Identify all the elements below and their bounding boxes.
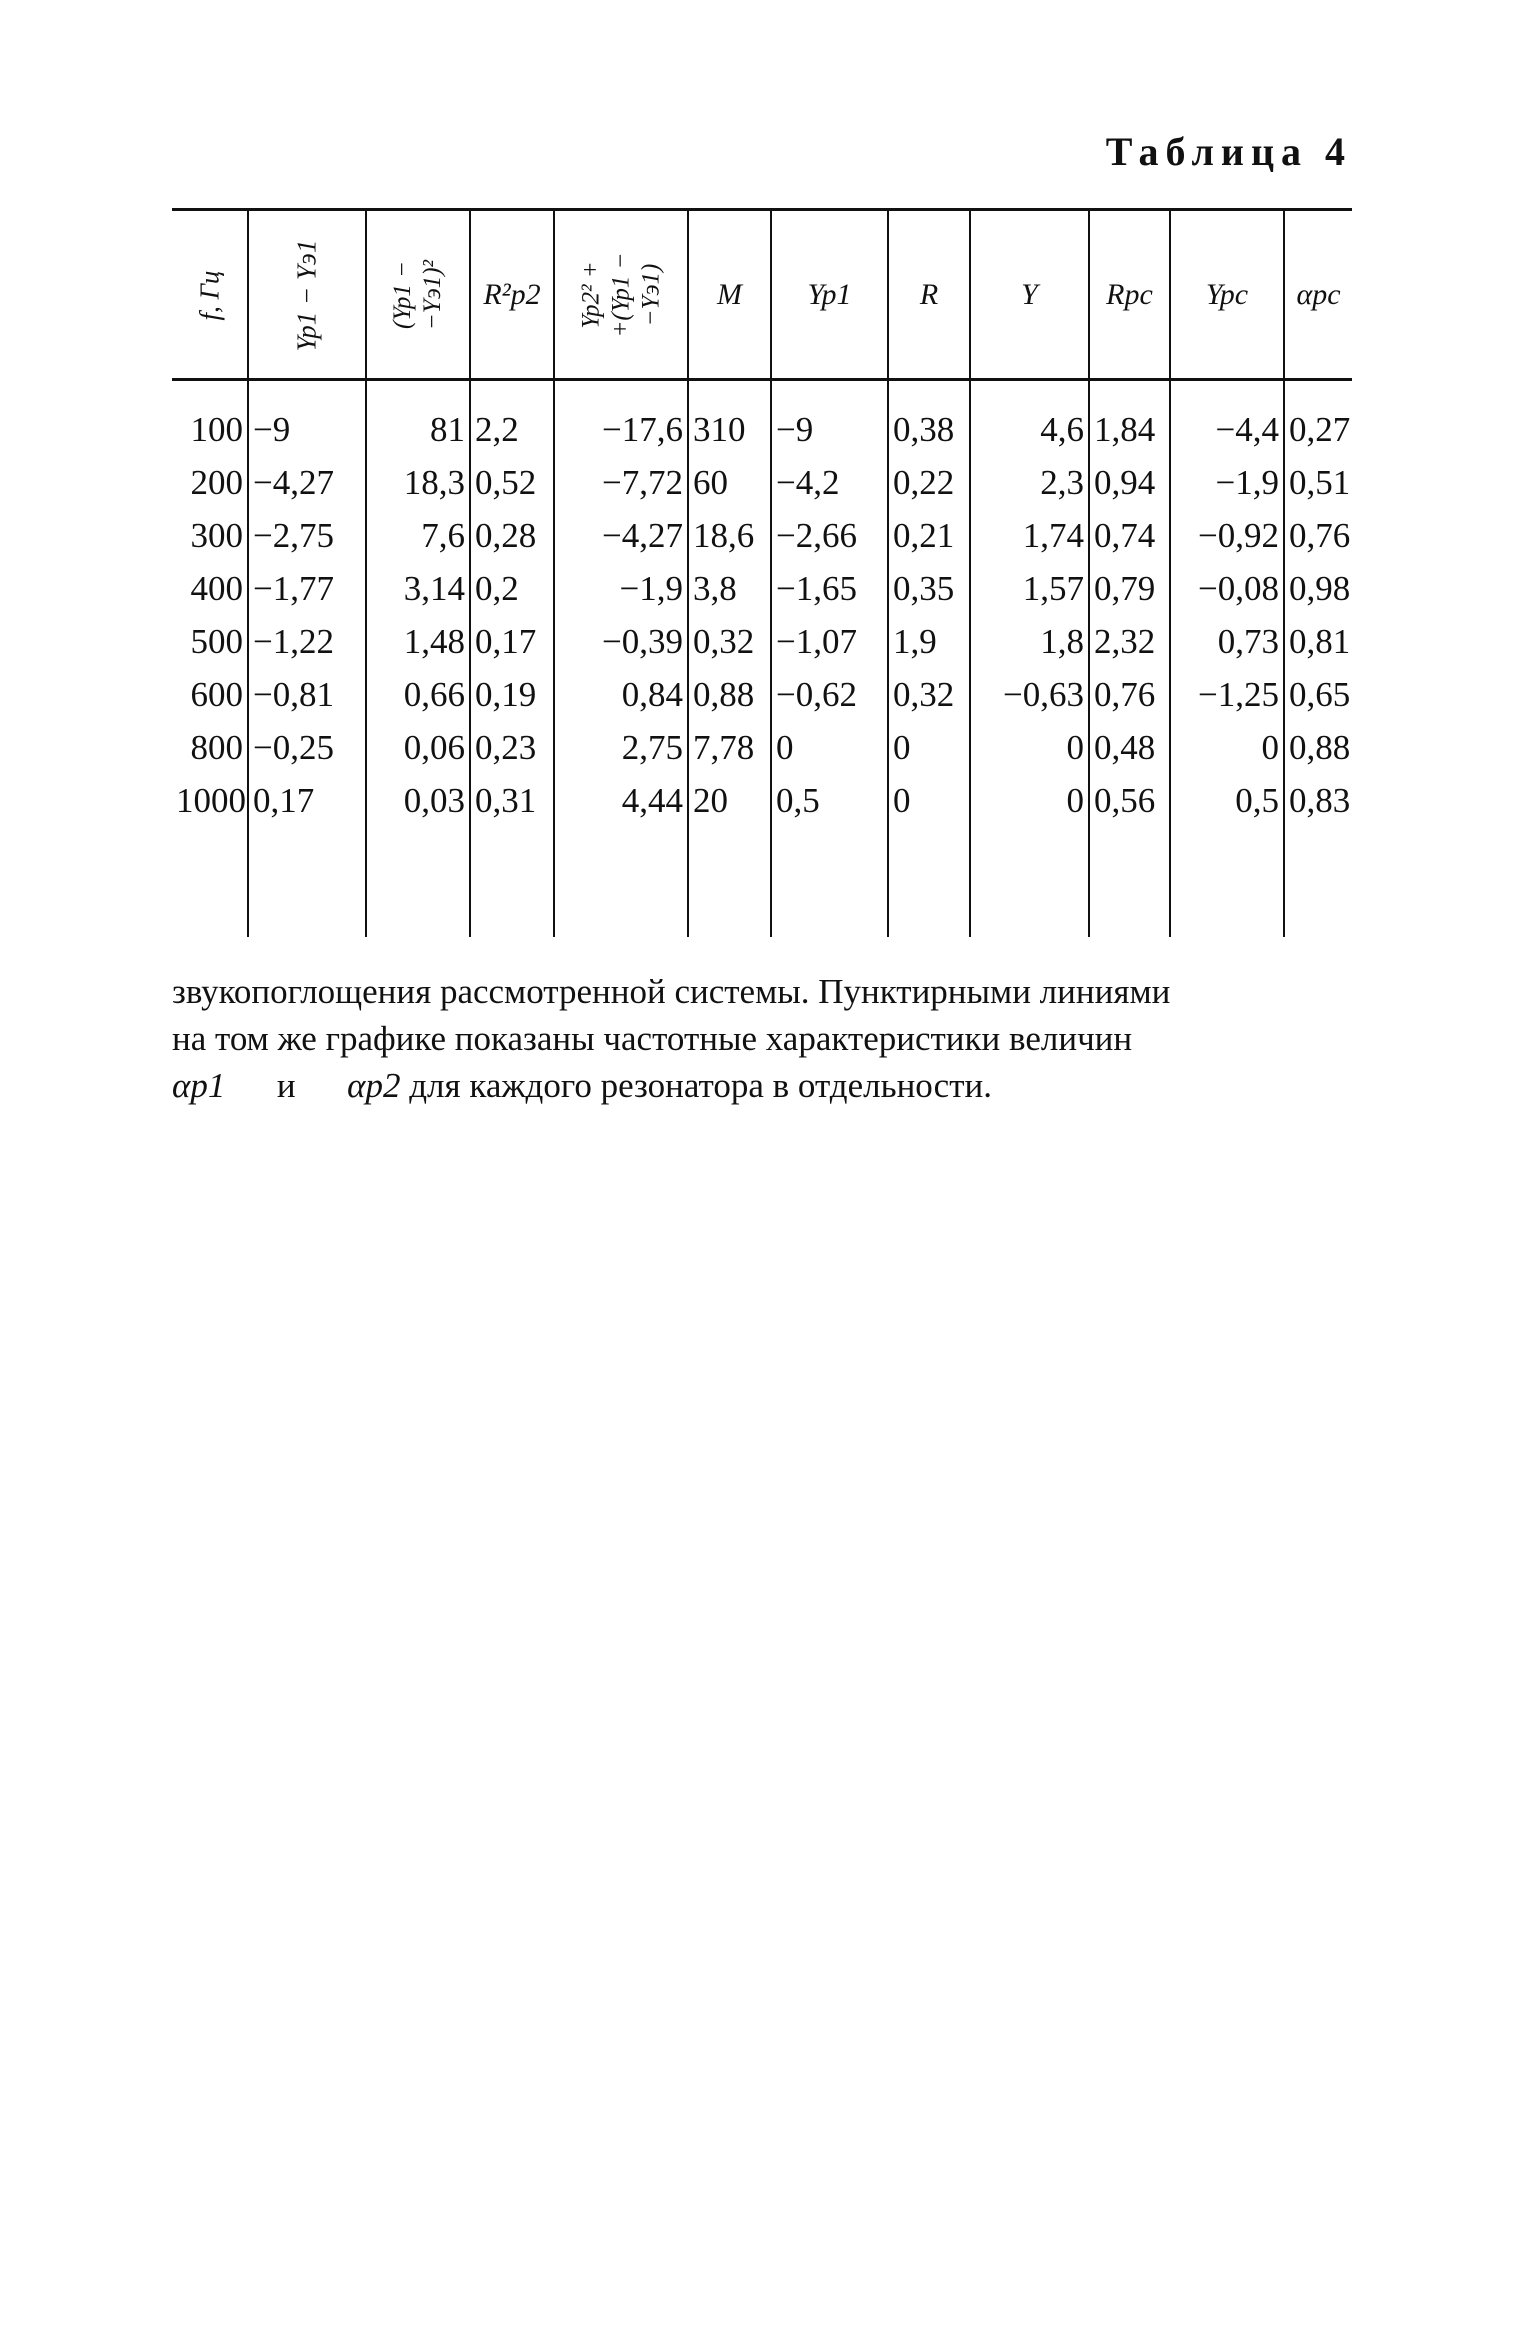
table-cell-sum: −1,9 [554,562,688,615]
table-cell-yp1: 0,5 [771,774,888,827]
table-row [172,668,1352,721]
table-cell-yp1: −0,62 [771,668,888,721]
table-row [172,380,1352,457]
table-cell-y: 4,6 [970,380,1089,457]
header-r: R [888,210,970,380]
table-cell-m: 7,78 [688,721,771,774]
table-cell-rp2: 0,23 [470,721,554,774]
table-cell-rp2: 0,19 [470,668,554,721]
table-cell-ydiff2: 81 [366,380,470,457]
table-cell-m: 20 [688,774,771,827]
table-cell-ypc: −1,25 [1170,668,1284,721]
table-cell-rpc: 0,74 [1089,509,1170,562]
table-cell-r: 0,35 [888,562,970,615]
table-spacer-row [172,827,1352,937]
table-cell-y: 1,57 [970,562,1089,615]
paragraph-line: на том же графике показаны частотные характеристики величин [172,1019,1133,1058]
table-cell-apc: 0,51 [1284,456,1352,509]
table-cell-f: 1000 [176,780,246,820]
table-cell-yp1: −4,2 [771,456,888,509]
table-cell-m: 310 [688,380,771,457]
table-cell-m: 18,6 [688,509,771,562]
table-cell-m: 0,32 [688,615,771,668]
table-cell-rp2: 0,31 [470,774,554,827]
header-rpc: Rpc [1089,210,1170,380]
table-cell-ydiff: −1,22 [248,615,366,668]
table-cell-y: −0,63 [970,668,1089,721]
header-sum: Yp2² + +(Yp1 − −Yэ1) [554,210,688,380]
table-cell-f: 800 [190,727,243,767]
table-cell-ydiff2: 7,6 [366,509,470,562]
table-row [172,456,1352,509]
table-row [172,562,1352,615]
table-cell-rpc: 0,48 [1089,721,1170,774]
table-cell-m: 60 [688,456,771,509]
header-apc: αpc [1284,210,1352,380]
table-cell-rp2: 0,28 [470,509,554,562]
data-table [172,208,1352,937]
table-cell-rp2: 0,17 [470,615,554,668]
table-cell-rpc: 0,76 [1089,668,1170,721]
paragraph-tail: для каждого резонатора в отдельности. [409,1066,992,1105]
table-cell-sum: −17,6 [554,380,688,457]
table-cell-r: 0,22 [888,456,970,509]
table-cell-ydiff2: 0,66 [366,668,470,721]
table-cell-f: 300 [190,515,243,555]
table-cell-m: 3,8 [688,562,771,615]
conjunction: и [276,1066,296,1105]
table-cell-apc: 0,81 [1284,615,1352,668]
table-cell-r: 0 [888,774,970,827]
table-cell-sum: 4,44 [554,774,688,827]
table-cell-ydiff: −4,27 [248,456,366,509]
table-cell-ydiff: 0,17 [248,774,366,827]
header-yp1: Yp1 [771,210,888,380]
alpha-p1-symbol: αp1 [172,1066,226,1105]
alpha-p2-symbol: αp2 [347,1066,401,1105]
table-cell-f: 100 [190,409,243,449]
table-cell-r: 0 [888,721,970,774]
table-cell-yp1: −2,66 [771,509,888,562]
table-cell-yp1: −1,07 [771,615,888,668]
table-caption: Таблица 4 [1105,129,1352,174]
table-cell-rp2: 2,2 [470,380,554,457]
table-cell-f: 500 [190,621,243,661]
table-cell-ypc: −1,9 [1170,456,1284,509]
table-cell-y: 1,8 [970,615,1089,668]
header-ydiff: Yp1 − Yэ1 [248,210,366,380]
header-y: Y [970,210,1089,380]
table-cell-ypc: 0,73 [1170,615,1284,668]
table-cell-sum: 0,84 [554,668,688,721]
header-f: f, Гц [172,210,248,380]
paragraph-line [172,1062,1352,1109]
table-cell-apc: 0,27 [1284,380,1352,457]
table-cell-ydiff2: 0,06 [366,721,470,774]
table-cell-f: 400 [190,568,243,608]
header-ypc: Ypc [1170,210,1284,380]
table-cell-ypc: −0,92 [1170,509,1284,562]
table-cell-sum: −4,27 [554,509,688,562]
table-cell-sum: −0,39 [554,615,688,668]
table-cell-r: 0,21 [888,509,970,562]
table-row [172,615,1352,668]
table-cell-sum: −7,72 [554,456,688,509]
table-cell-y: 0 [970,774,1089,827]
header-rp2: R²p2 [470,210,554,380]
table-cell-ydiff: −9 [248,380,366,457]
table-cell-rp2: 0,52 [470,456,554,509]
table-cell-rpc: 0,94 [1089,456,1170,509]
table-cell-ydiff2: 0,03 [366,774,470,827]
table-cell-f: 200 [190,462,243,502]
body-paragraph [172,968,1352,1109]
table-cell-r: 1,9 [888,615,970,668]
table-cell-y: 0 [970,721,1089,774]
table-cell-yp1: −9 [771,380,888,457]
table-cell-apc: 0,88 [1284,721,1352,774]
table-cell-ypc: −4,4 [1170,380,1284,457]
table-cell-ypc: 0,5 [1170,774,1284,827]
table-row [172,509,1352,562]
table-cell-rp2: 0,2 [470,562,554,615]
table-cell-f: 600 [190,674,243,714]
table-cell-yp1: 0 [771,721,888,774]
table-row [172,774,1352,827]
table-cell-sum: 2,75 [554,721,688,774]
table-cell-apc: 0,98 [1284,562,1352,615]
table-cell-rpc: 1,84 [1089,380,1170,457]
table-cell-rpc: 0,56 [1089,774,1170,827]
table-cell-ydiff: −2,75 [248,509,366,562]
table-cell-ydiff: −0,25 [248,721,366,774]
table-cell-r: 0,32 [888,668,970,721]
table-cell-ydiff2: 1,48 [366,615,470,668]
paragraph-line: звукопоглощения рассмотренной системы. Пунктирными линиями [172,972,1171,1011]
table-cell-r: 0,38 [888,380,970,457]
table-cell-m: 0,88 [688,668,771,721]
table-cell-ypc: 0 [1170,721,1284,774]
header-ydiff-squared: (Yp1 − −Yэ1)² [366,210,470,380]
table-cell-y: 2,3 [970,456,1089,509]
table-cell-ydiff: −0,81 [248,668,366,721]
table-cell-rpc: 0,79 [1089,562,1170,615]
table-cell-yp1: −1,65 [771,562,888,615]
table-cell-ydiff2: 3,14 [366,562,470,615]
header-m: M [688,210,771,380]
header-row [172,210,1352,380]
table-cell-ypc: −0,08 [1170,562,1284,615]
table-cell-ydiff2: 18,3 [366,456,470,509]
table-cell-apc: 0,83 [1284,774,1352,827]
table-cell-apc: 0,76 [1284,509,1352,562]
table-cell-y: 1,74 [970,509,1089,562]
table-cell-apc: 0,65 [1284,668,1352,721]
table-cell-rpc: 2,32 [1089,615,1170,668]
table-row [172,721,1352,774]
table-cell-ydiff: −1,77 [248,562,366,615]
